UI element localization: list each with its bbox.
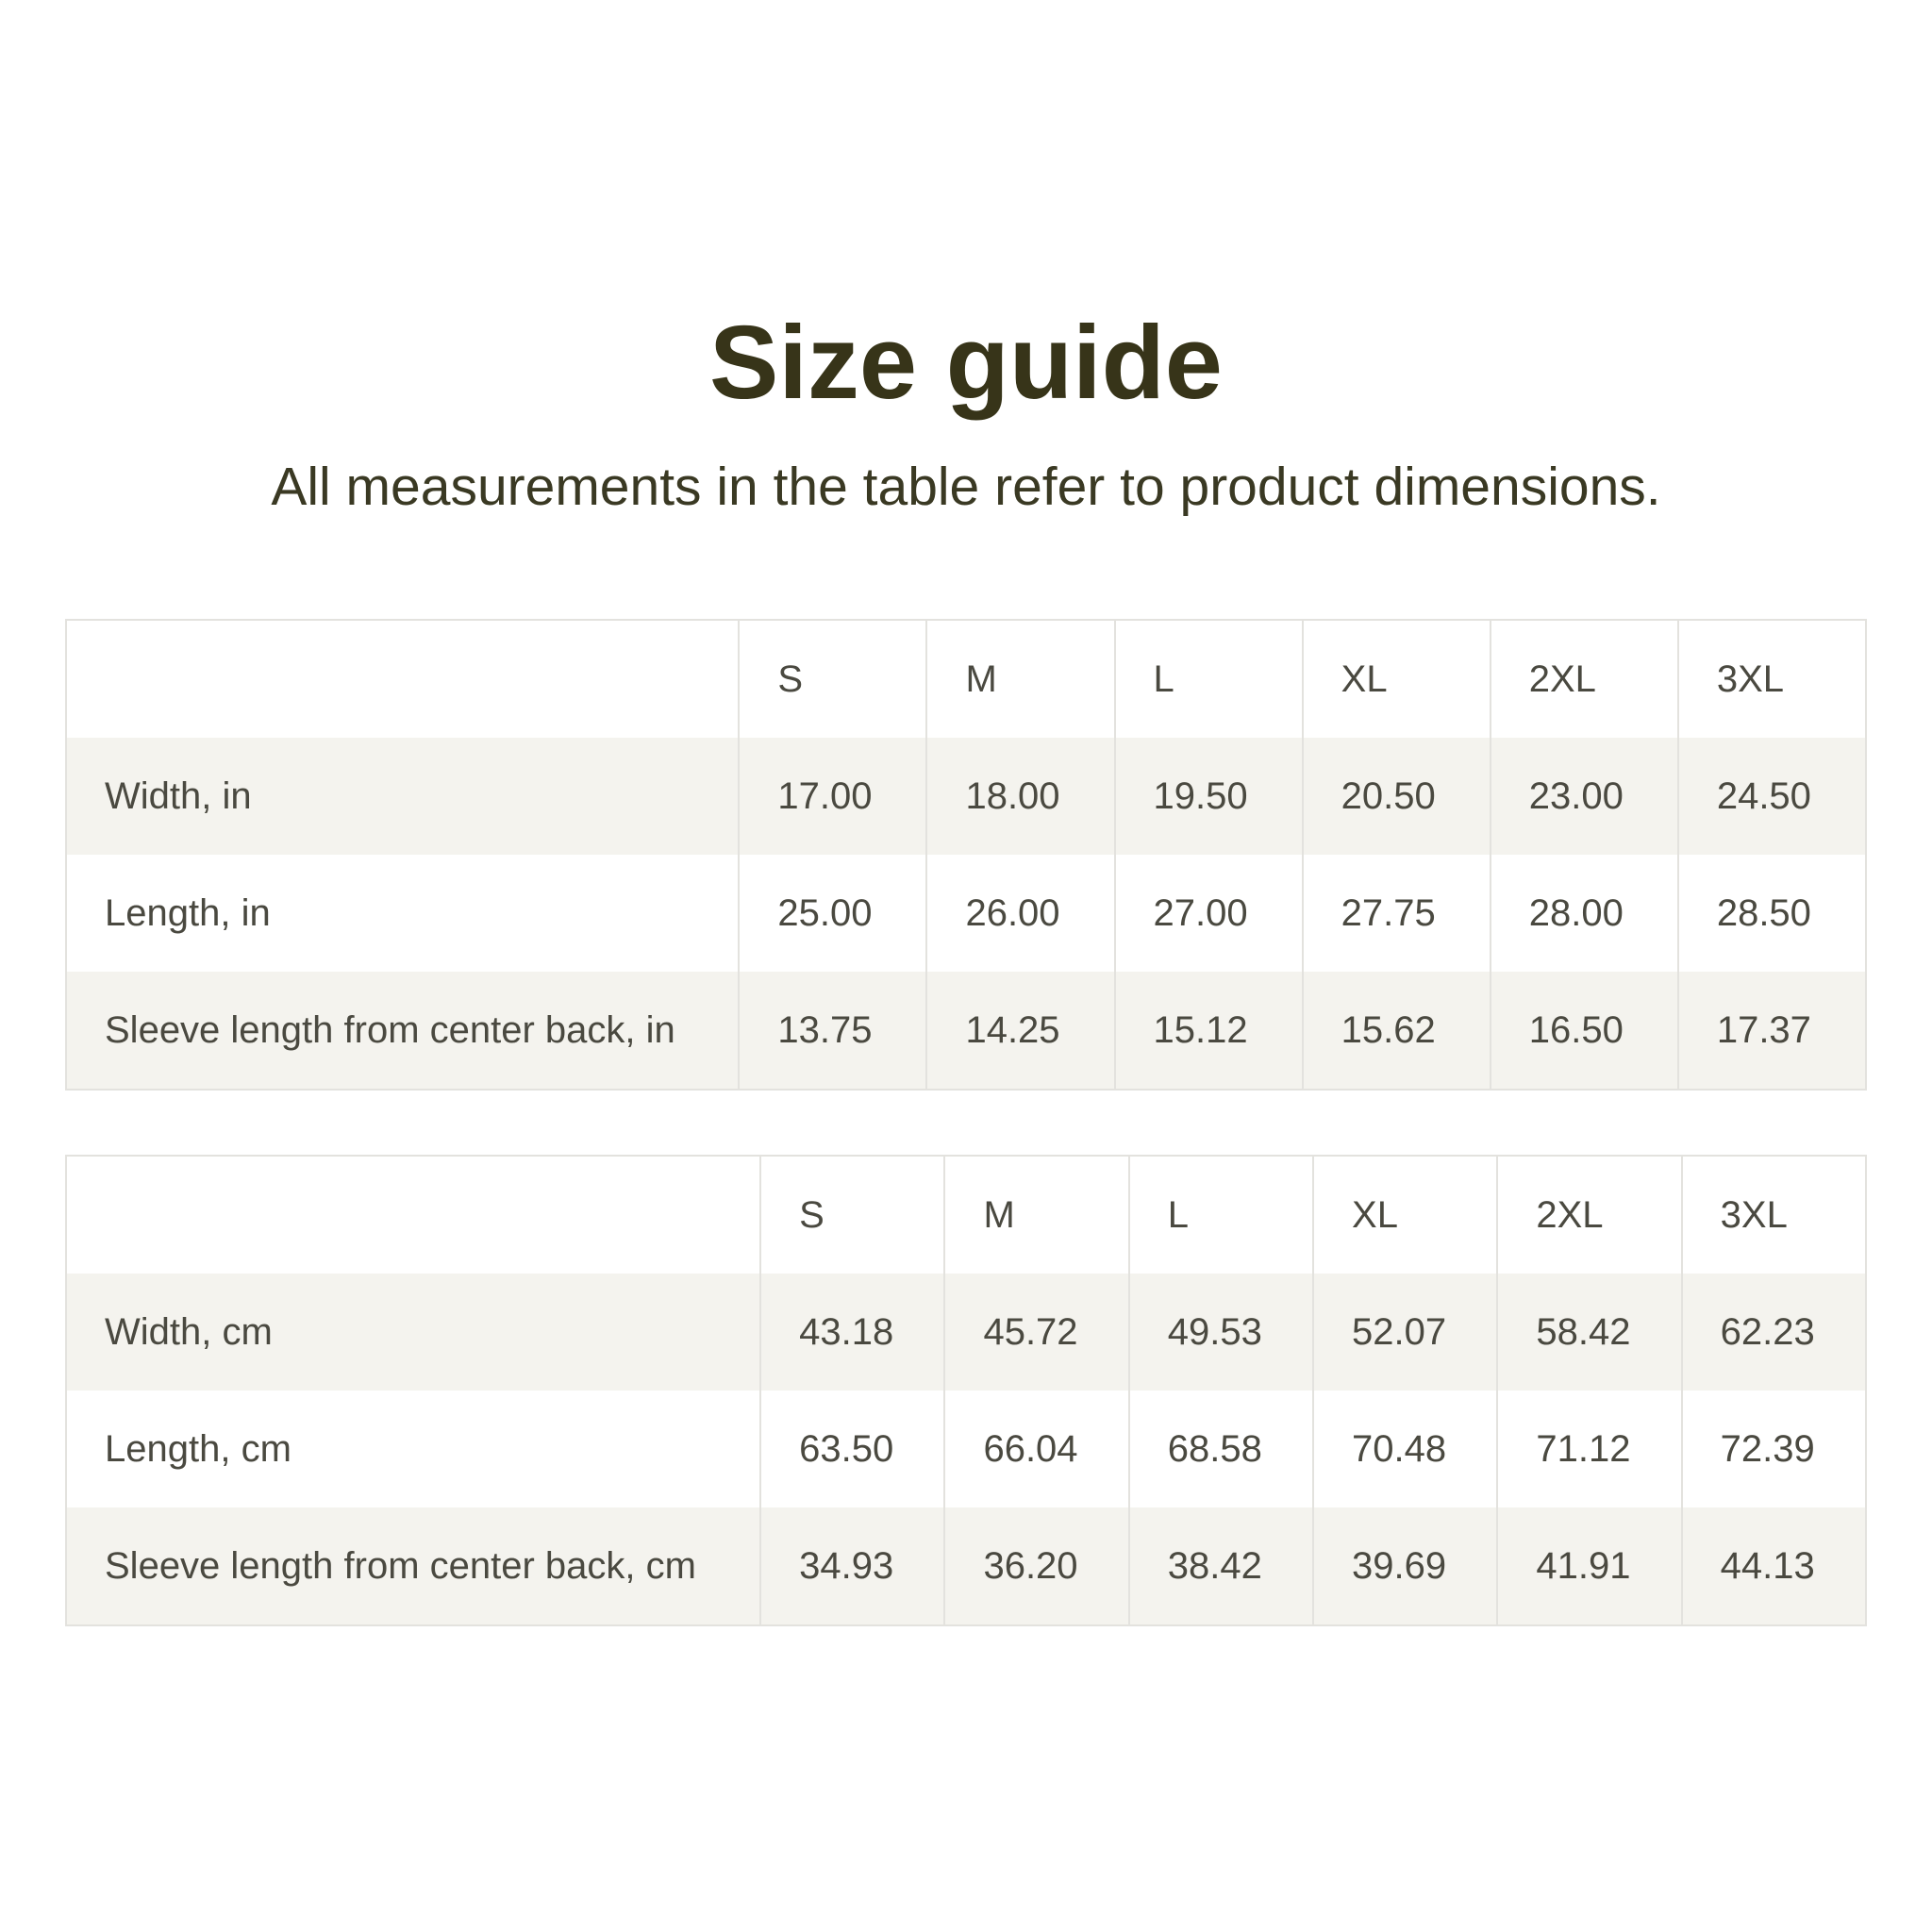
size-column-header: M [944, 1156, 1128, 1274]
size-column-header: 2XL [1497, 1156, 1681, 1274]
size-value-cell: 39.69 [1313, 1507, 1497, 1625]
header-empty-cell [66, 1156, 760, 1274]
size-value-cell: 58.42 [1497, 1274, 1681, 1391]
size-value-cell: 27.75 [1303, 855, 1491, 972]
table-header-row-inches [66, 620, 1866, 738]
size-value-cell: 27.00 [1115, 855, 1303, 972]
size-value-cell: 45.72 [944, 1274, 1128, 1391]
size-value-cell: 20.50 [1303, 738, 1491, 855]
size-value-cell: 15.12 [1115, 972, 1303, 1090]
size-value-cell: 70.48 [1313, 1391, 1497, 1507]
size-value-cell: 62.23 [1682, 1274, 1866, 1391]
size-value-cell: 16.50 [1491, 972, 1678, 1090]
row-label: Sleeve length from center back, cm [105, 1544, 696, 1587]
table-row-length-cm [66, 1391, 1866, 1507]
table-header-row-centimeters [66, 1156, 1866, 1274]
size-value-cell: 17.00 [739, 738, 926, 855]
size-value-cell: 52.07 [1313, 1274, 1497, 1391]
size-column-header: 3XL [1678, 620, 1866, 738]
size-value-cell: 26.00 [926, 855, 1114, 972]
size-column-header: S [739, 620, 926, 738]
size-column-header: 3XL [1682, 1156, 1866, 1274]
page-subtitle: All measurements in the table refer to product dimensions. [271, 457, 1661, 517]
size-value-cell: 18.00 [926, 738, 1114, 855]
table-row-sleeve-cm [66, 1507, 1866, 1625]
size-column-header: 2XL [1491, 620, 1678, 738]
header-empty-cell [66, 620, 739, 738]
size-column-header: XL [1313, 1156, 1497, 1274]
size-value-cell: 28.00 [1491, 855, 1678, 972]
size-value-cell: 36.20 [944, 1507, 1128, 1625]
size-value-cell: 23.00 [1491, 738, 1678, 855]
size-table-inches [65, 619, 1867, 1091]
page-title: Size guide [709, 305, 1223, 421]
size-value-cell: 15.62 [1303, 972, 1491, 1090]
size-value-cell: 41.91 [1497, 1507, 1681, 1625]
row-label: Width, cm [105, 1310, 273, 1353]
size-column-header: L [1115, 620, 1303, 738]
table-row-sleeve-in [66, 972, 1866, 1090]
size-value-cell: 28.50 [1678, 855, 1866, 972]
size-column-header: XL [1303, 620, 1491, 738]
size-value-cell: 14.25 [926, 972, 1114, 1090]
size-value-cell: 43.18 [760, 1274, 944, 1391]
row-label: Length, cm [105, 1427, 291, 1470]
table-row-width-cm [66, 1274, 1866, 1391]
size-value-cell: 17.37 [1678, 972, 1866, 1090]
size-value-cell: 34.93 [760, 1507, 944, 1625]
size-column-header: M [926, 620, 1114, 738]
size-value-cell: 44.13 [1682, 1507, 1866, 1625]
size-value-cell: 72.39 [1682, 1391, 1866, 1507]
row-label: Length, in [105, 891, 271, 934]
size-column-header: L [1129, 1156, 1313, 1274]
size-value-cell: 66.04 [944, 1391, 1128, 1507]
size-value-cell: 19.50 [1115, 738, 1303, 855]
size-column-header: S [760, 1156, 944, 1274]
size-value-cell: 38.42 [1129, 1507, 1313, 1625]
size-table-centimeters [65, 1155, 1867, 1626]
size-value-cell: 24.50 [1678, 738, 1866, 855]
table-row-width-in [66, 738, 1866, 855]
table-row-length-in [66, 855, 1866, 972]
size-value-cell: 63.50 [760, 1391, 944, 1507]
size-value-cell: 49.53 [1129, 1274, 1313, 1391]
row-label: Width, in [105, 774, 252, 817]
row-label: Sleeve length from center back, in [105, 1008, 675, 1051]
size-value-cell: 13.75 [739, 972, 926, 1090]
size-value-cell: 25.00 [739, 855, 926, 972]
size-value-cell: 71.12 [1497, 1391, 1681, 1507]
size-value-cell: 68.58 [1129, 1391, 1313, 1507]
